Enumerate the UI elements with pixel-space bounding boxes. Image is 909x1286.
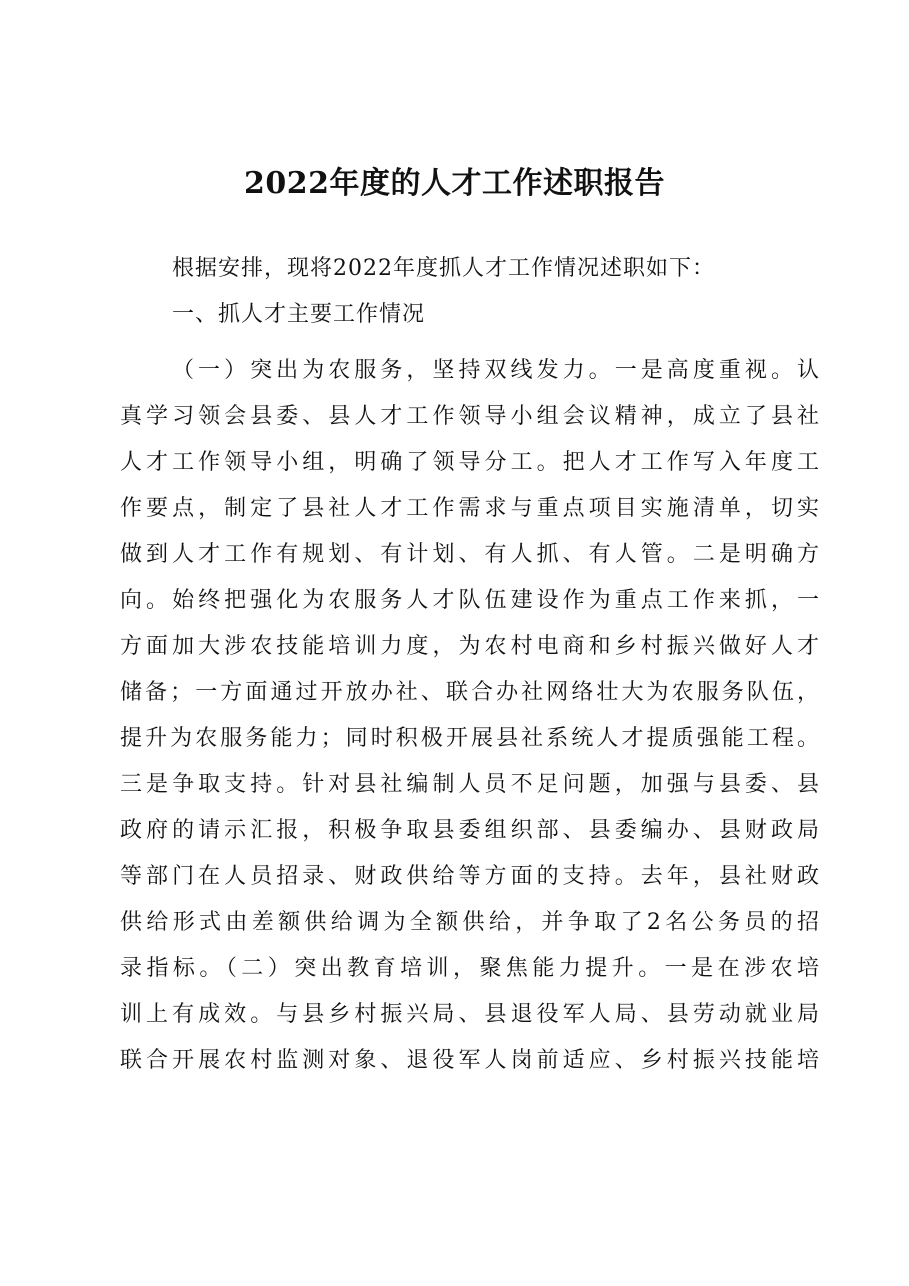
body-line: 储备；一方面通过开放办社、联合办社网络壮大为农服务队伍，	[120, 680, 820, 705]
body-line: 向。始终把强化为农服务人才队伍建设作为重点工作来抓，一	[120, 588, 820, 613]
intro-paragraph: 根据安排，现将2022年度抓人才工作情况述职如下：	[172, 256, 715, 281]
body-line: 做到人才工作有规划、有计划、有人抓、有人管。二是明确方	[120, 542, 820, 567]
body-line: 作要点，制定了县社人才工作需求与重点项目实施清单，切实	[120, 496, 820, 521]
body-paragraph	[120, 348, 820, 1084]
body-line: 供给形式由差额供给调为全额供给，并争取了2名公务员的招	[120, 910, 820, 935]
document-title: 2022年度的人才工作述职报告	[244, 166, 665, 201]
body-line: 方面加大涉农技能培训力度，为农村电商和乡村振兴做好人才	[120, 634, 820, 659]
body-line: 录指标。（二）突出教育培训，聚焦能力提升。一是在涉农培	[120, 956, 820, 981]
section-heading: 一、抓人才主要工作情况	[172, 302, 426, 327]
body-line: 三是争取支持。针对县社编制人员不足问题，加强与县委、县	[120, 772, 820, 797]
body-line: （一）突出为农服务，坚持双线发力。一是高度重视。认	[172, 358, 820, 383]
body-line: 训上有成效。与县乡村振兴局、县退役军人局、县劳动就业局	[120, 1002, 820, 1027]
body-line: 人才工作领导小组，明确了领导分工。把人才工作写入年度工	[120, 450, 820, 475]
body-line: 真学习领会县委、县人才工作领导小组会议精神，成立了县社	[120, 404, 820, 429]
body-line: 提升为农服务能力；同时积极开展县社系统人才提质强能工程。	[120, 726, 820, 751]
body-line: 等部门在人员招录、财政供给等方面的支持。去年，县社财政	[120, 864, 820, 889]
body-line: 政府的请示汇报，积极争取县委组织部、县委编办、县财政局	[120, 818, 820, 843]
body-line: 联合开展农村监测对象、退役军人岗前适应、乡村振兴技能培	[120, 1048, 820, 1073]
